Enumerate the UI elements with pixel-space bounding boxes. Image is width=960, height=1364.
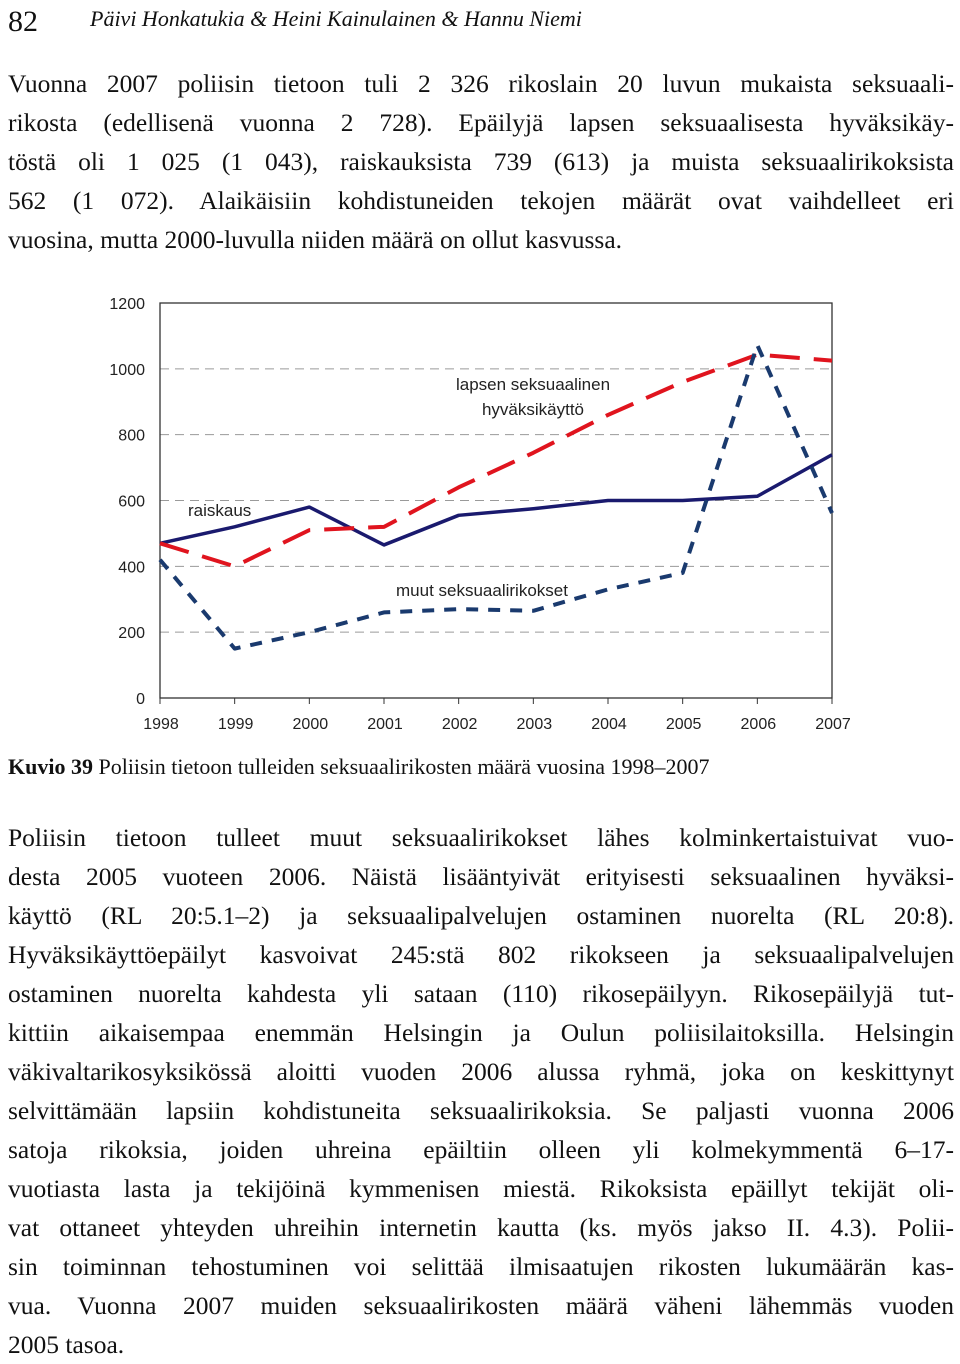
paragraph-body [8, 818, 954, 1364]
x-tick-label: 2002 [441, 716, 478, 733]
paragraph-line: kittiin aikaisempaa enemmän Helsingin ja Oulun poliisilaitoksilla. Helsingin [8, 1018, 954, 1047]
paragraph-line: sin toiminnan tehostuminen voi selittää ilmisaatujen rikosten lukumäärän kas- [8, 1252, 954, 1281]
x-tick-label: 2000 [292, 716, 329, 733]
x-tick-label: 1998 [143, 716, 179, 733]
paragraph-line: käyttö (RL 20:5.1–2) ja seksuaalipalvelujen ostaminen nuorelta (RL 20:8). [8, 901, 954, 930]
x-tick-label: 2004 [591, 716, 627, 733]
paragraph-line: 562 (1 072). Alaikäisiin kohdistuneiden tekojen määrät ovat vaihdelleet eri [8, 186, 954, 215]
figure-caption [8, 752, 709, 782]
y-tick-label: 400 [118, 559, 145, 577]
paragraph-line: väkivaltarikosyksikössä aloitti vuoden 2006 alussa ryhmä, joka on keskittynyt [8, 1057, 954, 1086]
paragraph-line: satoja rikoksia, joiden uhreina epäiltiin olleen yli kolmekymmentä 6–17- [8, 1135, 954, 1164]
x-tick-label: 2001 [367, 716, 403, 733]
series-label-lapsen-line2: hyväksikäyttö [481, 400, 585, 419]
y-tick-label: 600 [118, 493, 145, 511]
x-tick-label: 2006 [740, 716, 777, 733]
paragraph-line: vuotiasta lasta ja tekijöinä kymmenisen miestä. Rikoksista epäillyt tekijät oli- [8, 1174, 954, 1203]
y-tick-label: 200 [118, 625, 145, 643]
paragraph-line: Vuonna 2007 poliisin tietoon tuli 2 326 rikoslain 20 luvun mukaista seksuaali- [8, 69, 954, 98]
x-tick-label: 1999 [217, 716, 254, 733]
running-header-authors: Päivi Honkatukia & Heini Kainulainen & Hannu Niemi [90, 6, 582, 31]
figure-caption-label: Kuvio 39 [8, 754, 93, 779]
x-tick-label: 2003 [516, 716, 553, 733]
y-tick-label: 1000 [109, 361, 145, 379]
x-tick-label: 2005 [665, 716, 702, 733]
paragraph-line: töstä oli 1 025 (1 043), raiskauksista 739 (613) ja muista seksuaalirikoksista [8, 147, 954, 176]
series-label-raiskaus: raiskaus [188, 501, 252, 520]
paragraph-intro [8, 64, 954, 259]
paragraph-line: 2005 tasoa. [8, 1330, 125, 1359]
figure-chart [0, 280, 960, 740]
paragraph-line: Poliisin tietoon tulleet muut seksuaalirikokset lähes kolminkertaistuivat vuo- [8, 823, 954, 852]
line-chart [0, 280, 960, 740]
paragraph-line: selvittämään lapsiin kohdistuneita seksuaalirikoksia. Se paljasti vuonna 2006 [8, 1096, 954, 1125]
y-tick-label: 800 [118, 427, 145, 445]
y-tick-label: 1200 [109, 296, 145, 313]
series-label-muut: muut seksuaalirikokset [396, 581, 568, 600]
paragraph-line: desta 2005 vuoteen 2006. Näistä lisääntyivät erityisesti seksuaalinen hyväksi- [8, 862, 954, 891]
page-number: 82 [8, 5, 38, 38]
paragraph-line: vua. Vuonna 2007 muiden seksuaalirikosten määrä väheni lähemmäs vuoden [8, 1291, 954, 1320]
x-tick-label: 2007 [815, 716, 851, 733]
paragraph-line: rikosta (edellisenä vuonna 2 728). Epäilyjä lapsen seksuaalisesta hyväksikäy- [8, 108, 954, 137]
paragraph-line: Hyväksikäyttöepäilyt kasvoivat 245:stä 802 rikokseen ja seksuaalipalvelujen [8, 940, 954, 969]
paragraph-line: vat ottaneet yhteyden uhreihin internetin kautta (ks. myös jakso II. 4.3). Polii- [8, 1213, 954, 1242]
paragraph-line: ostaminen nuorelta kahdesta yli sataan (110) rikosepäilyyn. Rikosepäilyjä tut- [8, 979, 954, 1008]
series-label-lapsen-line1: lapsen seksuaalinen [455, 375, 611, 394]
figure-caption-text: Poliisin tietoon tulleiden seksuaalirikosten määrä vuosina 1998–2007 [92, 754, 710, 779]
y-tick-label: 0 [136, 691, 145, 708]
paragraph-line: vuosina, mutta 2000-luvulla niiden määrä on ollut kasvussa. [8, 225, 623, 254]
page-header [8, 4, 948, 40]
